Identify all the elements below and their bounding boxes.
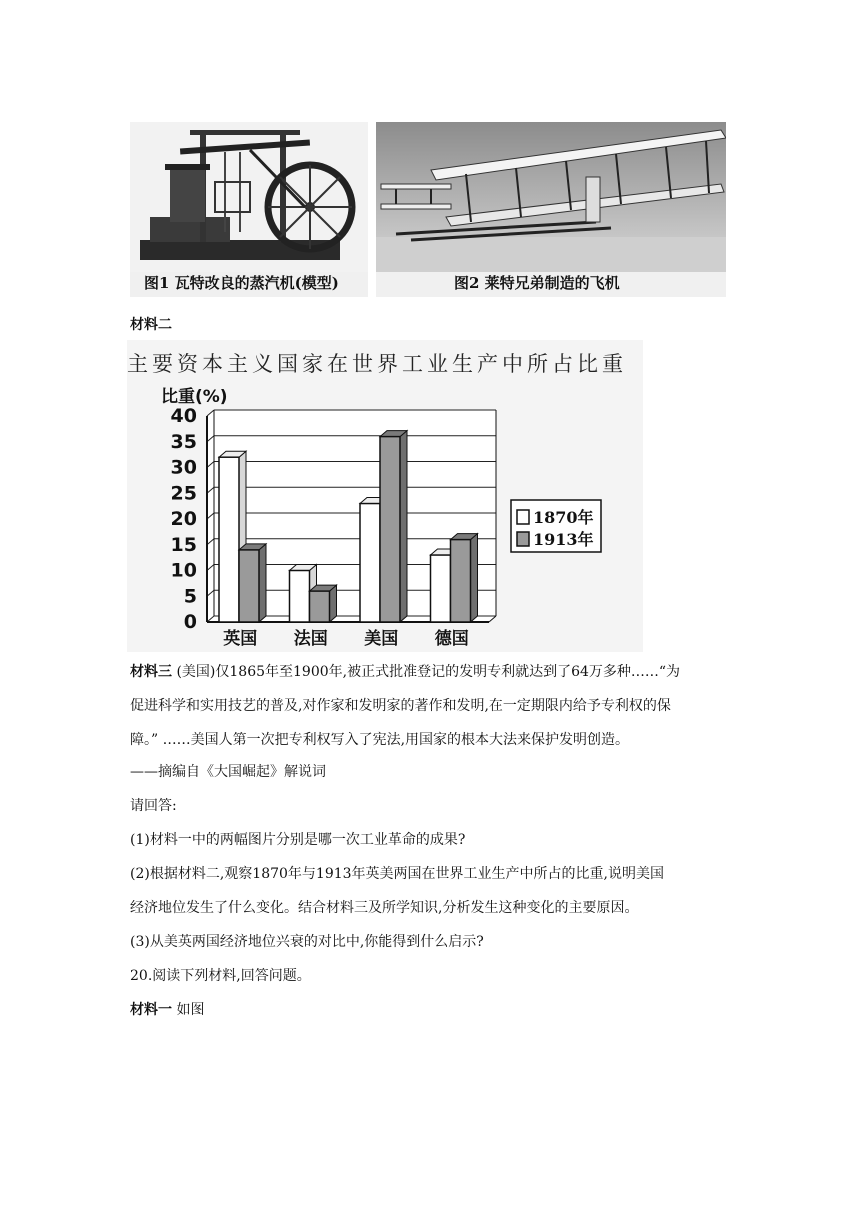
steam-engine-image [130, 122, 368, 272]
bar-side [400, 431, 407, 622]
bar-1913年-法国 [310, 591, 330, 622]
y-tick-label: 10 [170, 559, 197, 582]
legend-label: 1913年 [533, 530, 594, 549]
y-tick-label: 35 [170, 430, 197, 453]
bar-1913年-英国 [239, 550, 259, 622]
y-tick-label: 30 [170, 456, 197, 479]
fig1-caption: 图1 瓦特改良的蒸汽机(模型) [144, 274, 339, 292]
material3-text-line1: (美国)仅1865年至1900年,被正式批准登记的发明专利就达到了64万多种……“为 [172, 664, 681, 680]
x-tick-label: 法国 [293, 629, 328, 649]
material3-line3: 障。” ……美国人第一次把专利权写入了宪法,用国家的根本大法来保护发明创造。 [130, 732, 630, 748]
legend-swatch-1913年 [517, 532, 529, 546]
next-material1-label: 材料一 [130, 1002, 172, 1018]
x-tick-label: 英国 [223, 629, 258, 649]
airplane-image [376, 122, 726, 272]
y-tick-label: 20 [170, 508, 197, 530]
bar-1913年-德国 [451, 540, 471, 622]
bar-1913年-美国 [380, 437, 400, 622]
material3-label: 材料三 [130, 664, 172, 680]
chart-panel [127, 340, 643, 652]
y-tick-label: 15 [170, 533, 197, 556]
material3-line1 [130, 660, 730, 684]
bar-side [471, 534, 478, 622]
bar-side [259, 544, 266, 622]
airplane-figure [376, 122, 726, 297]
y-tick-label: 0 [183, 611, 197, 633]
steam-engine-figure [130, 122, 368, 297]
next-material1 [130, 998, 204, 1022]
question-1: (1)材料一中的两幅图片分别是哪一次工业革命的成果? [130, 832, 466, 848]
question-3: (3)从美英两国经济地位兴衰的对比中,你能得到什么启示? [130, 934, 484, 950]
bar-1870年-英国 [219, 457, 239, 622]
material3-source: ——摘编自《大国崛起》解说词 [130, 764, 326, 780]
y-tick-label: 25 [170, 482, 197, 505]
y-tick-label: 5 [183, 585, 197, 608]
fig2-caption: 图2 莱特兄弟制造的飞机 [454, 274, 620, 292]
chart-title: 主要资本主义国家在世界工业生产中所占比重 [127, 352, 627, 376]
material2-label: 材料二 [130, 317, 172, 333]
y-axis-label: 比重(%) [161, 387, 228, 407]
question-2-line1: (2)根据材料二,观察1870年与1913年英美两国在世界工业生产中所占的比重,说明美国 [130, 866, 664, 882]
next-question-title: 20.阅读下列材料,回答问题。 [130, 968, 311, 984]
bar-chart [127, 340, 643, 652]
bar-1870年-美国 [360, 504, 380, 622]
legend-label: 1870年 [533, 508, 594, 527]
x-tick-label: 美国 [364, 629, 399, 649]
y-tick-label: 40 [170, 405, 197, 427]
questions-prompt: 请回答: [130, 798, 177, 814]
bar-1870年-法国 [290, 571, 310, 623]
legend-swatch-1870年 [517, 510, 529, 524]
question-2-line2: 经济地位发生了什么变化。结合材料三及所学知识,分析发生这种变化的主要原因。 [130, 900, 639, 916]
bar-1870年-德国 [431, 555, 451, 622]
x-tick-label: 德国 [434, 629, 469, 649]
material3-line2: 促进科学和实用技艺的普及,对作家和发明家的著作和发明,在一定期限内给予专利权的保 [130, 698, 671, 714]
next-material1-text: 如图 [172, 1002, 205, 1018]
